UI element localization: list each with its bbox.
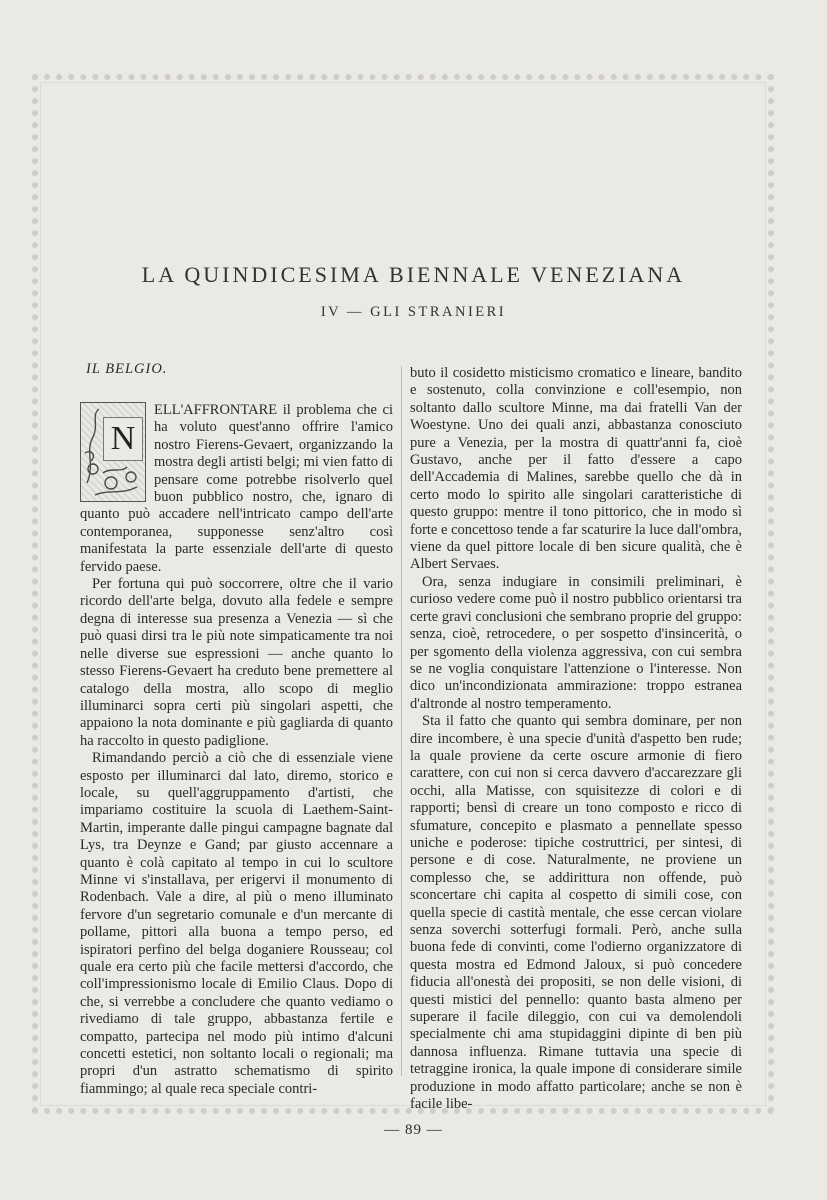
paragraph-6: Sta il fatto che quanto qui sembra dominare, per non dire incombere, è una specie d'unità d'aspetto ben rude; la quale proviene da certe oscure armonie di fiero carattere, con cui non si cerca davvero d'accarezzare gli occhi, alla Matisse, con squisitezze di colori e di rapporti; bensì di creare un tono composto e ricco di sfumature, concepito e plasmato a pennellate spesso uniche e poderose: tipiche costruttrici, per sintesi, di persone e di cose. Naturalmente, ne proviene un complesso che, se addirittura non offende, può sconcertare chi capita al cospetto di simili cose, con quella specie di castità mentale, che esse cercan violare senza soverchi sotterfugi formali. Però, anche sulla buona fede di convinti, come l'odierno organizzatore di questa mostra ed Edmond Jaloux, si può concedere fiducia all'onestà dei propositi, se non delle visioni, di questi mistici del pennello: quanto basta almeno per superare il facile dileggio, con cui va demolendoli specialmente chi ama stupidaggini dipinte di ben più dannosa influenza. Rimane tuttavia una specie di tetraggine ironica, la quale impone di considerare simile produzione in modo affatto particolare; anche se non è facile libe- — [410, 713, 742, 1113]
page-number: — 89 — — [384, 1122, 443, 1138]
article-subtitle: IV — GLI STRANIERI — [320, 304, 507, 320]
article-title: LA QUINDICESIMA BIENNALE VENEZIANA — [141, 262, 686, 287]
paragraph-text: ELL'AFFRONTARE il problema che ci ha voluto quest'anno offrire l'amico nostro Fierens-Gevaert, organizzando la mostra degli artisti belgi; mi vien fatto di pensare come potrebbe risolverlo quel buon pubblico nostro, che, ignaro di quanto può accadere nell'intricato campo dell'arte contemporanea, supponesse senz'altro così manifestata la parte essenziale dell'arte di questo fervido paese. — [80, 402, 393, 575]
column-divider — [401, 366, 402, 1076]
initial-letter: N — [103, 417, 143, 461]
paragraph-1 — [80, 402, 393, 576]
paragraph-4: buto il cosidetto misticismo cromatico e lineare, bandito e sostenuto, colla convinzione e coll'esempio, non soltanto dallo scultore Minne, ma dai fratelli Van der Woestyne. Uno dei quali anzi, abbastanza conosciuto pure a Venezia, per la mostra di quattr'anni fa, cioè Gustavo, anche per il fatto d'essere a capo dell'Accademia di Malines, sarebbe quello che dà in certo modo lo spirito alle singolari caratteristiche di questo gruppo: mentre il tono pittorico, che in modo sì forte e concettoso tende a far scaturire la luce dall'ombra, viene da quel pittore locale di ben sicure qualità, che è Albert Servaes. — [410, 365, 742, 573]
right-column — [410, 365, 742, 1113]
section-heading: IL BELGIO. — [86, 361, 168, 377]
paragraph-5: Ora, senza indugiare in consimili preliminari, è curioso vedere come può il nostro pubblico orientarsi tra certe gravi conclusioni che sembrano proprie del gruppo: senza, cioè, retrocedere, o per sospetto d'insincerità, o per sgomento della violenza aggressiva, con cui sembra se ne voglia conquistare l'attenzione o l'interesse. Non dico un'incondizionata ammirazione: troppo estranea d'altronde al nostro temperamento. — [410, 573, 742, 712]
paragraph-3: Rimandando perciò a ciò che di essenziale viene esposto per illuminarci dal lato, diremo, storico e locale, su quell'aggruppamento d'artisti, che impariamo costituire la scuola di Laethem-Saint-Martin, imperante dalle pingui campagne bagnate dal Lys, tra Deynze e Gand; par giusto accennare a quanto è colà capitato al tempo in cui lo scultore Minne vi s'installava, per erigervi il monumento di Rodenbach. Vale a dire, al più o meno illuminato fervore d'un segretario comunale e d'un mercante di pollame, pittori alla buona a tempo perso, ed ispiratori perfino del belga doganiere Rousseau; col quale era certo più che facile mettersi d'accordo, che coll'impressionismo locale di Emilio Claus. Dopo di che, si verrebbe a concludere che quanto vediamo o rivediamo di tale gruppo, abbastanza fertile e compatto, partecipa nel modo più intimo d'alcuni concetti estetici, non soltanto locali o regionali; ma propri d'un astratto schematismo di spirito fiammingo; al quale reca speciale contri- — [80, 750, 393, 1097]
left-column — [80, 402, 393, 1098]
paragraph-2: Per fortuna qui può soccorrere, oltre che il vario ricordo dell'arte belga, dovuto alla fedele e sempre degna di interesse sua presenza a Venezia — sì che può quasi dirsi tra le più note simpaticamente tra noi nelle diverse sue espressioni — anche quanto lo stesso Fierens-Gevaert ha creduto bene premettere al catalogo della mostra, allo scopo di meglio illuminarci sopra certi più singolari aspetti, che appaiono la nota dominante e più gagliarda di quanto ha raccolto in questo padiglione. — [80, 576, 393, 749]
ornamental-initial — [80, 402, 146, 502]
